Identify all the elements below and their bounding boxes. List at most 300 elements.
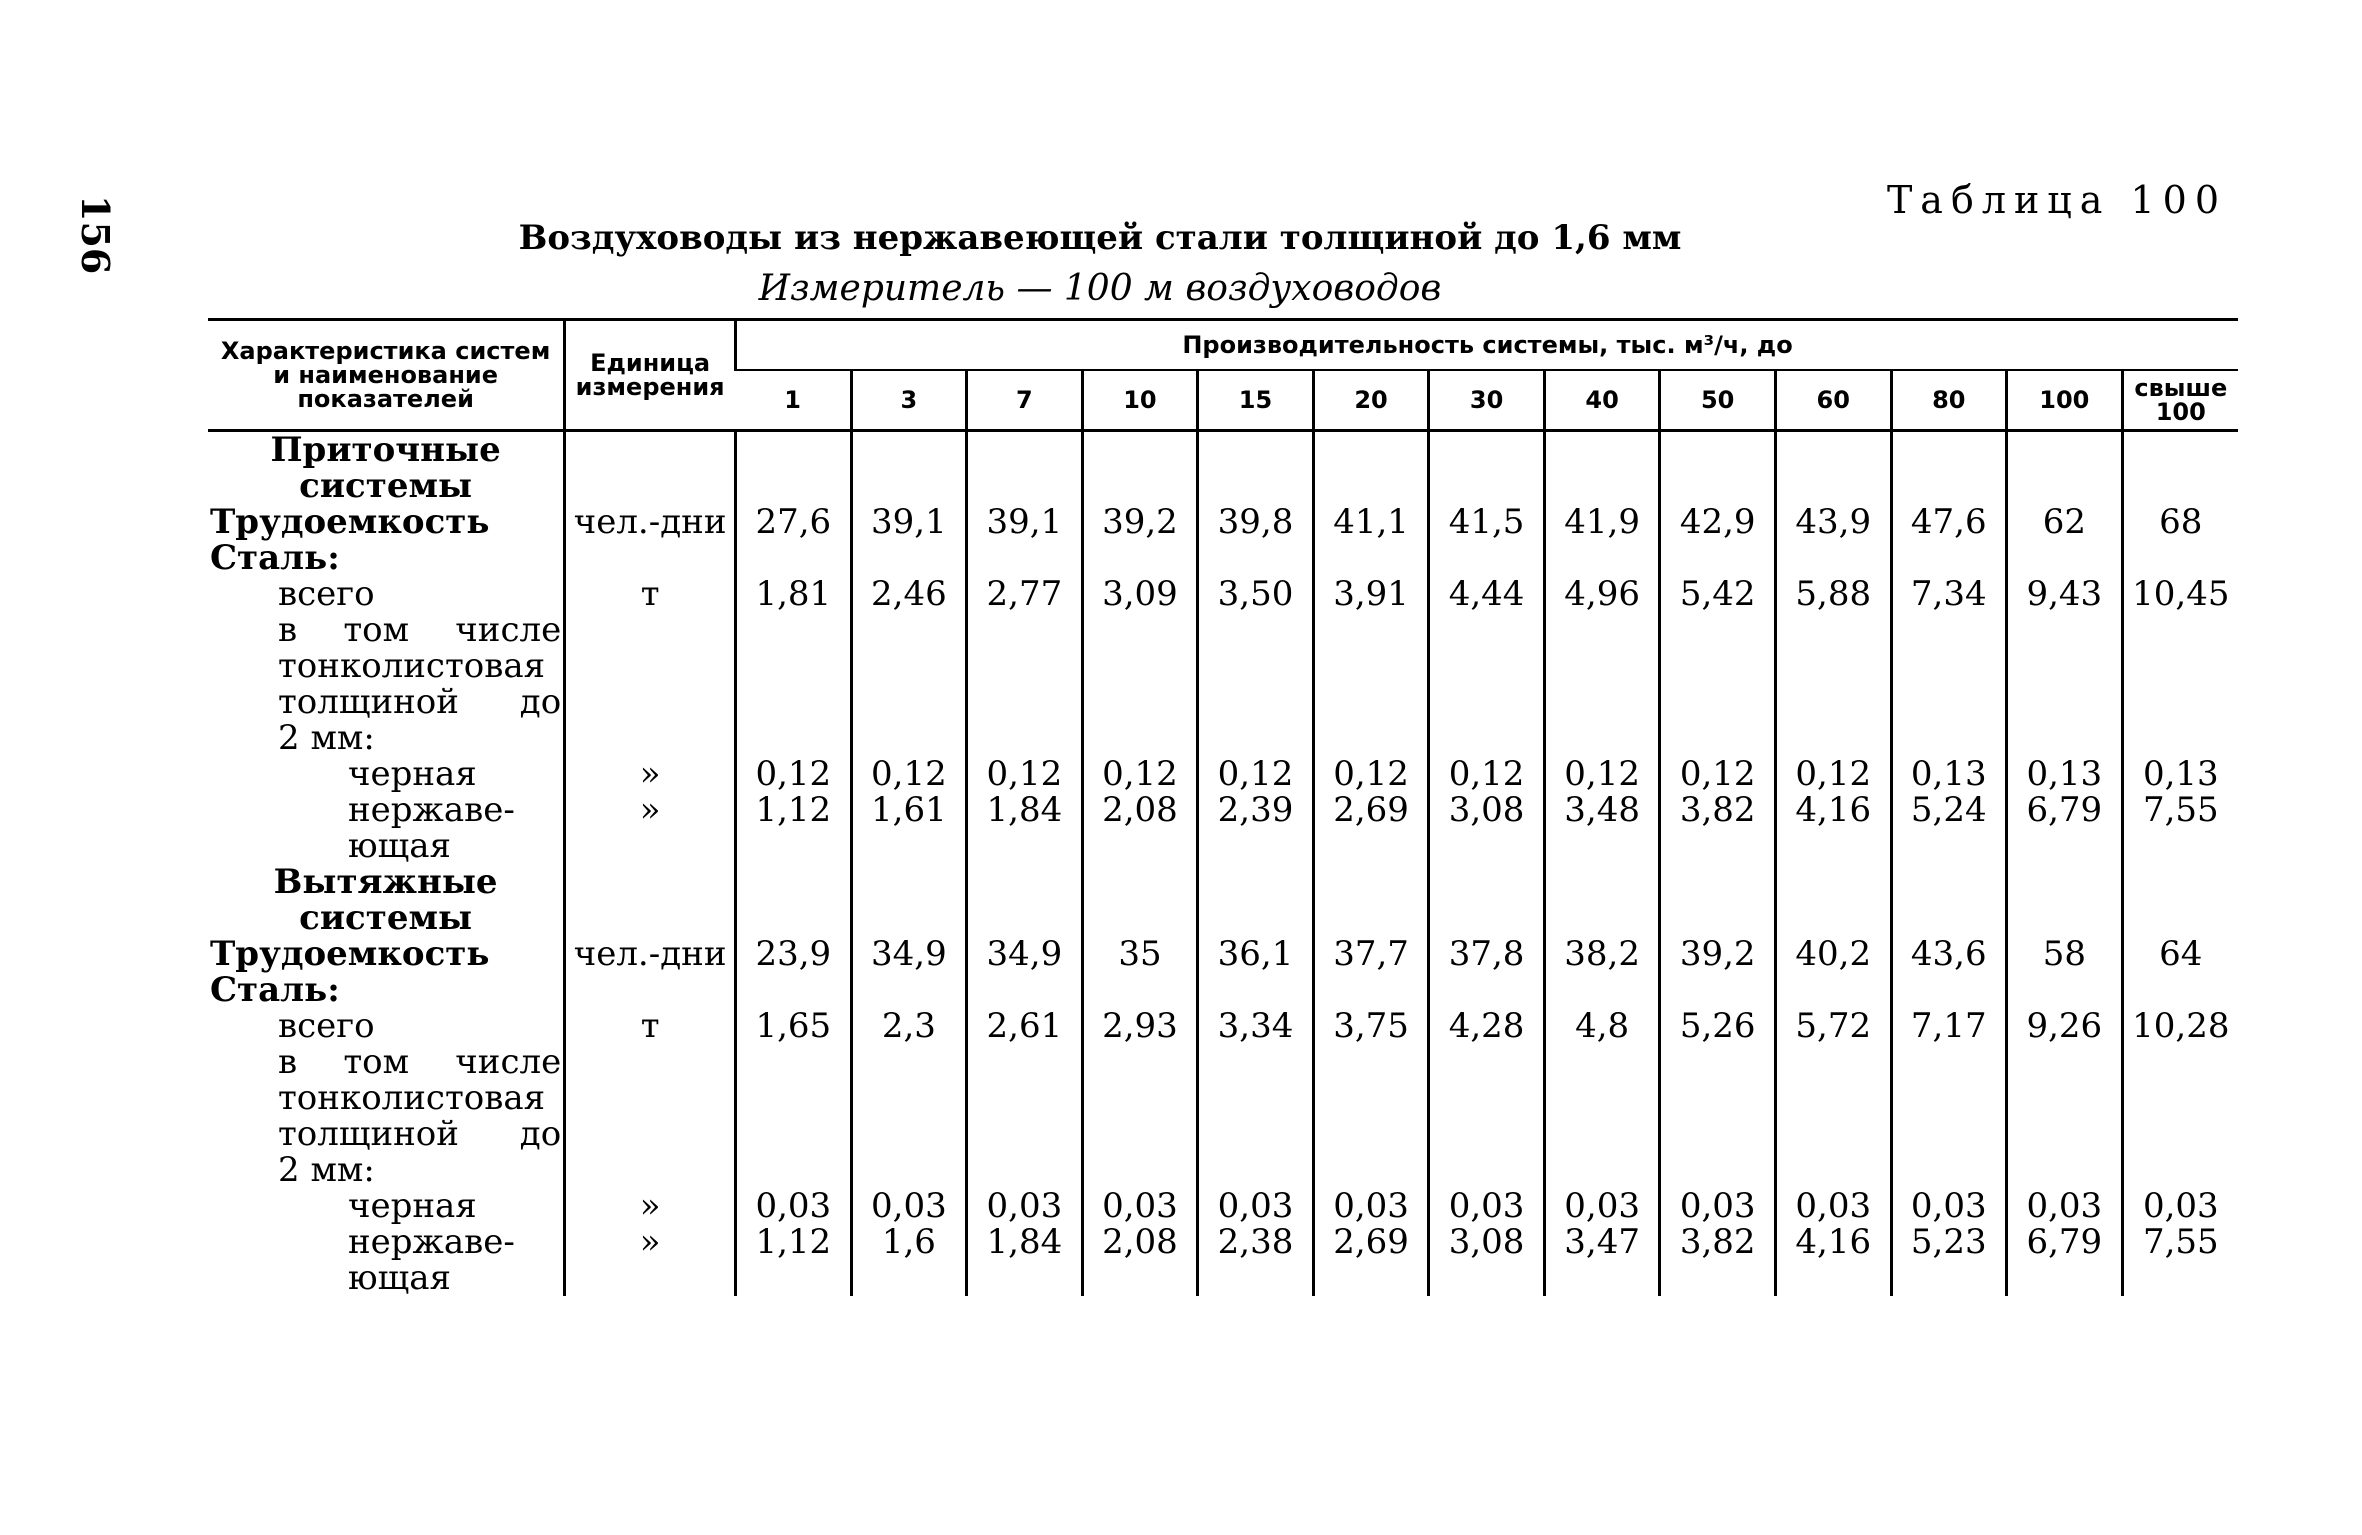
supply-total-row-label: всего	[278, 573, 375, 614]
supply-mm-row-value	[851, 720, 967, 756]
supply-labor-row-value: 47,6	[1891, 504, 2007, 540]
exhaust-labor-row-value: 38,2	[1544, 936, 1660, 972]
supply-steel-row-value	[1082, 540, 1198, 576]
supply-stainless-row	[208, 792, 2238, 828]
supply-stainless-row-value: 5,24	[1891, 792, 2007, 828]
supply-black-row-unit: »	[565, 756, 736, 792]
exhaust-thick-row-value	[1198, 1116, 1314, 1152]
header-col-10: 80	[1891, 370, 2007, 430]
exhaust-total-row-value: 9,26	[2007, 1008, 2123, 1044]
header-col-8: 50	[1660, 370, 1776, 430]
supply-black-row-value: 0,12	[1313, 756, 1429, 792]
supply-heading-value	[1775, 430, 1891, 504]
exhaust-black-row-value: 0,03	[1429, 1188, 1545, 1224]
supply-heading-value	[1313, 430, 1429, 504]
exhaust-stainless-row-value: 2,08	[1082, 1224, 1198, 1260]
exhaust-thick-row-value	[1775, 1116, 1891, 1152]
exhaust-stainless-row-value: 3,82	[1660, 1224, 1776, 1260]
exhaust-labor-row-value: 35	[1082, 936, 1198, 972]
supply-thin-row-value	[1429, 648, 1545, 684]
exhaust-stainless-row-value: 1,84	[967, 1224, 1083, 1260]
supply-total-row-value: 3,50	[1198, 576, 1314, 612]
supply-thick-row-value	[1313, 684, 1429, 720]
exhaust-mm-row	[208, 1152, 2238, 1188]
supply-steel-row-value	[736, 540, 852, 576]
supply-mm-row-value	[1660, 720, 1776, 756]
supply-black-row-value: 0,12	[851, 756, 967, 792]
supply-stainless2-row-value	[851, 828, 967, 864]
supply-labor-row-value: 39,1	[967, 504, 1083, 540]
supply-incl-row-value	[736, 612, 852, 648]
exhaust-thin-row-value	[2007, 1080, 2123, 1116]
exhaust-mm-row-value	[1660, 1152, 1776, 1188]
exhaust-thin-row-value	[1313, 1080, 1429, 1116]
supply-incl-row-value	[1544, 612, 1660, 648]
supply-stainless-row-value: 2,08	[1082, 792, 1198, 828]
supply-mm-row-label: 2 мм:	[278, 717, 375, 758]
exhaust-stainless2-row-value	[736, 1260, 852, 1296]
header-productivity: Производительность системы, тыс. м³/ч, до	[736, 320, 2238, 371]
supply-stainless2-row-value	[2007, 828, 2123, 864]
exhaust-labor-row-value: 43,6	[1891, 936, 2007, 972]
exhaust-black-row-label: черная	[348, 1185, 477, 1226]
supply-stainless-row-value: 6,79	[2007, 792, 2123, 828]
exhaust-incl-row-value	[1660, 1044, 1776, 1080]
header-col-12: свыше 100	[2122, 370, 2238, 430]
exhaust-steel-row-value	[1313, 972, 1429, 1008]
supply-stainless2-row-value	[1775, 828, 1891, 864]
exhaust-mm-row-value	[1313, 1152, 1429, 1188]
supply-thick-row-value	[1775, 684, 1891, 720]
exhaust-black-row-value: 0,03	[1891, 1188, 2007, 1224]
exhaust-labor-row-value: 58	[2007, 936, 2123, 972]
supply-heading-value	[1082, 430, 1198, 504]
supply-mm-row-value	[967, 720, 1083, 756]
exhaust-stainless2-row-value	[967, 1260, 1083, 1296]
supply-black-row-label: черная	[348, 753, 477, 794]
exhaust-total-row-value: 2,3	[851, 1008, 967, 1044]
exhaust-stainless2-row-value	[851, 1260, 967, 1296]
supply-total-row-value: 2,46	[851, 576, 967, 612]
supply-thin-row-value	[736, 648, 852, 684]
page-number: 156	[73, 195, 118, 275]
supply-steel-row-value	[1544, 540, 1660, 576]
exhaust-steel-row-value	[2122, 972, 2238, 1008]
exhaust-steel-row-unit	[565, 972, 736, 1008]
header-col-4: 15	[1198, 370, 1314, 430]
supply-black-row-value: 0,12	[1198, 756, 1314, 792]
supply-thick-row	[208, 684, 2238, 720]
supply-stainless-row-value: 1,84	[967, 792, 1083, 828]
exhaust-black-row-value: 0,03	[2007, 1188, 2123, 1224]
exhaust-stainless-row-unit: »	[565, 1224, 736, 1260]
exhaust-black-row-value: 0,03	[1313, 1188, 1429, 1224]
exhaust-stainless-row-value: 1,6	[851, 1224, 967, 1260]
supply-heading	[208, 430, 2238, 504]
supply-total-row-value: 2,77	[967, 576, 1083, 612]
supply-total-row-value: 5,88	[1775, 576, 1891, 612]
supply-mm-row-value	[1429, 720, 1545, 756]
supply-black-row-value: 0,13	[2122, 756, 2238, 792]
supply-incl-row-value	[967, 612, 1083, 648]
supply-incl-row-value	[1891, 612, 2007, 648]
exhaust-labor-row-label: Трудоемкость	[210, 933, 490, 974]
exhaust-incl-row-value	[967, 1044, 1083, 1080]
supply-thick-row-value	[967, 684, 1083, 720]
exhaust-mm-row-value	[851, 1152, 967, 1188]
supply-stainless2-row-value	[1891, 828, 2007, 864]
supply-steel-row	[208, 540, 2238, 576]
exhaust-stainless2-row-value	[2122, 1260, 2238, 1296]
supply-black-row-value: 0,12	[736, 756, 852, 792]
supply-labor-row-value: 39,2	[1082, 504, 1198, 540]
exhaust-labor-row-value: 37,8	[1429, 936, 1545, 972]
exhaust-thin-row-value	[2122, 1080, 2238, 1116]
header-characteristic: Характеристика систем и наименование показателей	[220, 336, 551, 413]
exhaust-total-row	[208, 1008, 2238, 1044]
exhaust-labor-row-unit: чел.-дни	[565, 936, 736, 972]
exhaust-labor-row-value: 64	[2122, 936, 2238, 972]
supply-incl-row-value	[1198, 612, 1314, 648]
exhaust-stainless-row-value: 7,55	[2122, 1224, 2238, 1260]
exhaust-heading-value	[1313, 864, 1429, 936]
supply-stainless2-row-value	[967, 828, 1083, 864]
supply-thin-row-label: тонколистовая	[278, 645, 546, 686]
supply-steel-row-unit	[565, 540, 736, 576]
exhaust-stainless2-row-label: ющая	[348, 1257, 451, 1298]
exhaust-steel-row	[208, 972, 2238, 1008]
header-col-0: 1	[784, 385, 801, 414]
supply-stainless-row-value: 4,16	[1775, 792, 1891, 828]
table-header	[208, 320, 2238, 431]
supply-labor-row-value: 41,9	[1544, 504, 1660, 540]
supply-steel-row-value	[1660, 540, 1776, 576]
exhaust-mm-row-value	[1544, 1152, 1660, 1188]
supply-labor-row-value: 41,1	[1313, 504, 1429, 540]
supply-thin-row-value	[1544, 648, 1660, 684]
exhaust-thin-row-value	[1775, 1080, 1891, 1116]
supply-thick-row-value	[2007, 684, 2123, 720]
supply-stainless-row-unit: »	[565, 792, 736, 828]
supply-heading-value	[851, 430, 967, 504]
supply-stainless-row-value: 2,39	[1198, 792, 1314, 828]
supply-stainless2-row-value	[1544, 828, 1660, 864]
exhaust-incl-row-value	[1429, 1044, 1545, 1080]
supply-thick-row-value	[2122, 684, 2238, 720]
exhaust-total-row-unit: т	[565, 1008, 736, 1044]
exhaust-stainless2-row-value	[1775, 1260, 1891, 1296]
table-label: Таблица 100	[1886, 178, 2227, 222]
exhaust-thin-row-value	[1891, 1080, 2007, 1116]
exhaust-incl-row-value	[1198, 1044, 1314, 1080]
supply-stainless-row-label: нержаве-	[348, 789, 515, 830]
exhaust-mm-row-value	[1198, 1152, 1314, 1188]
exhaust-mm-row-value	[1775, 1152, 1891, 1188]
supply-steel-row-value	[1313, 540, 1429, 576]
exhaust-thin-row-value	[1198, 1080, 1314, 1116]
exhaust-total-row-label: всего	[278, 1005, 375, 1046]
supply-stainless-row-value: 1,12	[736, 792, 852, 828]
supply-thin-row-value	[1198, 648, 1314, 684]
exhaust-stainless-row-value: 5,23	[1891, 1224, 2007, 1260]
exhaust-heading-value	[2007, 864, 2123, 936]
supply-mm-row-value	[1891, 720, 2007, 756]
exhaust-black-row-value: 0,03	[1660, 1188, 1776, 1224]
supply-black-row	[208, 756, 2238, 792]
supply-stainless-row-value: 3,08	[1429, 792, 1545, 828]
exhaust-thin-row	[208, 1080, 2238, 1116]
supply-steel-row-value	[1429, 540, 1545, 576]
supply-stainless-row-value: 7,55	[2122, 792, 2238, 828]
exhaust-stainless2-row-unit	[565, 1260, 736, 1296]
supply-thin-row-value	[1082, 648, 1198, 684]
exhaust-incl-row-value	[1775, 1044, 1891, 1080]
exhaust-thick-row-value	[1313, 1116, 1429, 1152]
supply-thin-row-value	[1660, 648, 1776, 684]
supply-total-row-value: 7,34	[1891, 576, 2007, 612]
supply-steel-row-value	[1891, 540, 2007, 576]
exhaust-incl-row	[208, 1044, 2238, 1080]
supply-steel-row-value	[1775, 540, 1891, 576]
header-col-2: 7	[967, 370, 1083, 430]
exhaust-thick-row-value	[2007, 1116, 2123, 1152]
exhaust-labor-row-value: 23,9	[736, 936, 852, 972]
supply-total-row-value: 4,96	[1544, 576, 1660, 612]
exhaust-heading-value	[851, 864, 967, 936]
exhaust-incl-row-value	[851, 1044, 967, 1080]
supply-thin-row-value	[851, 648, 967, 684]
exhaust-stainless-row-value: 3,08	[1429, 1224, 1545, 1260]
supply-incl-row-value	[1660, 612, 1776, 648]
exhaust-incl-row-label: в том числе	[278, 1041, 562, 1082]
table-title: Воздуховоды из нержавеющей стали толщиной до 1,6 мм	[518, 218, 1682, 258]
exhaust-incl-row-value	[2007, 1044, 2123, 1080]
exhaust-stainless-row-value: 4,16	[1775, 1224, 1891, 1260]
header-col-11: 100	[2007, 370, 2123, 430]
exhaust-stainless2-row-value	[1198, 1260, 1314, 1296]
supply-heading-label: Приточные системы	[270, 429, 501, 506]
exhaust-labor-row-value: 40,2	[1775, 936, 1891, 972]
supply-heading-value	[1429, 430, 1545, 504]
exhaust-incl-row-value	[736, 1044, 852, 1080]
exhaust-heading-unit	[565, 864, 736, 936]
supply-heading-value	[2122, 430, 2238, 504]
exhaust-steel-row-value	[851, 972, 967, 1008]
supply-mm-row-value	[1082, 720, 1198, 756]
supply-labor-row-value: 39,1	[851, 504, 967, 540]
exhaust-black-row-value: 0,03	[851, 1188, 967, 1224]
exhaust-thick-row-value	[1082, 1116, 1198, 1152]
supply-steel-row-value	[2007, 540, 2123, 576]
supply-black-row-value: 0,12	[1082, 756, 1198, 792]
exhaust-mm-row-value	[1429, 1152, 1545, 1188]
supply-total-row-value: 10,45	[2122, 576, 2238, 612]
supply-labor-row-value: 41,5	[1429, 504, 1545, 540]
supply-black-row-value: 0,12	[967, 756, 1083, 792]
supply-stainless-row-value: 1,61	[851, 792, 967, 828]
supply-thin-row-value	[1891, 648, 2007, 684]
exhaust-thick-row-value	[736, 1116, 852, 1152]
exhaust-total-row-value: 5,72	[1775, 1008, 1891, 1044]
supply-heading-value	[736, 430, 852, 504]
exhaust-stainless2-row-value	[1544, 1260, 1660, 1296]
supply-incl-row-value	[1429, 612, 1545, 648]
supply-black-row-value: 0,13	[2007, 756, 2123, 792]
header-unit: Единица измерения	[565, 320, 736, 431]
exhaust-heading-value	[1891, 864, 2007, 936]
supply-heading-value	[2007, 430, 2123, 504]
supply-thick-row-value	[1198, 684, 1314, 720]
supply-mm-row-value	[1775, 720, 1891, 756]
exhaust-mm-row-value	[967, 1152, 1083, 1188]
exhaust-total-row-value: 10,28	[2122, 1008, 2238, 1044]
exhaust-stainless2-row-value	[1082, 1260, 1198, 1296]
supply-total-row-unit: т	[565, 576, 736, 612]
supply-black-row-value: 0,12	[1775, 756, 1891, 792]
supply-mm-row-value	[1198, 720, 1314, 756]
header-col-9: 60	[1775, 370, 1891, 430]
supply-thin-row-value	[1775, 648, 1891, 684]
supply-mm-row-value	[1544, 720, 1660, 756]
exhaust-total-row-value: 3,75	[1313, 1008, 1429, 1044]
exhaust-thick-row-value	[1429, 1116, 1545, 1152]
exhaust-labor-row-value: 34,9	[851, 936, 967, 972]
exhaust-thick-row-value	[851, 1116, 967, 1152]
exhaust-stainless-row-value: 2,69	[1313, 1224, 1429, 1260]
exhaust-labor-row-value: 37,7	[1313, 936, 1429, 972]
exhaust-stainless-row-value: 1,12	[736, 1224, 852, 1260]
supply-thick-row-value	[1082, 684, 1198, 720]
supply-thick-row-value	[1429, 684, 1545, 720]
exhaust-thin-row-value	[736, 1080, 852, 1116]
exhaust-stainless2-row-value	[1429, 1260, 1545, 1296]
exhaust-heading-value	[1544, 864, 1660, 936]
supply-thick-row-value	[1891, 684, 2007, 720]
exhaust-stainless-row-value: 6,79	[2007, 1224, 2123, 1260]
supply-incl-row-value	[2007, 612, 2123, 648]
exhaust-thin-row-value	[1082, 1080, 1198, 1116]
exhaust-labor-row	[208, 936, 2238, 972]
supply-mm-row-value	[2122, 720, 2238, 756]
exhaust-black-row-value: 0,03	[1775, 1188, 1891, 1224]
exhaust-heading-value	[1198, 864, 1314, 936]
exhaust-incl-row-unit	[565, 1044, 736, 1080]
supply-steel-row-label: Сталь:	[210, 537, 340, 578]
table-body	[208, 430, 2238, 1296]
supply-stainless2-row-value	[1082, 828, 1198, 864]
supply-stainless2-row-label: ющая	[348, 825, 451, 866]
supply-labor-row-value: 42,9	[1660, 504, 1776, 540]
supply-stainless-row-value: 3,48	[1544, 792, 1660, 828]
exhaust-stainless-row-value: 2,38	[1198, 1224, 1314, 1260]
supply-labor-row-value: 62	[2007, 504, 2123, 540]
supply-incl-row-value	[1775, 612, 1891, 648]
exhaust-heading	[208, 864, 2238, 936]
exhaust-labor-row-value: 34,9	[967, 936, 1083, 972]
exhaust-black-row	[208, 1188, 2238, 1224]
supply-incl-row-value	[2122, 612, 2238, 648]
exhaust-thick-row	[208, 1116, 2238, 1152]
table-subtitle: Измеритель — 100 м воздуховодов	[758, 268, 1442, 309]
supply-total-row-value: 5,42	[1660, 576, 1776, 612]
supply-labor-row-label: Трудоемкость	[210, 501, 490, 542]
supply-total-row-value: 3,91	[1313, 576, 1429, 612]
exhaust-black-row-value: 0,03	[1082, 1188, 1198, 1224]
exhaust-heading-value	[1660, 864, 1776, 936]
exhaust-stainless2-row-value	[1313, 1260, 1429, 1296]
supply-stainless2-row	[208, 828, 2238, 864]
header-col-7: 40	[1544, 370, 1660, 430]
exhaust-black-row-value: 0,03	[1544, 1188, 1660, 1224]
exhaust-thin-row-value	[851, 1080, 967, 1116]
supply-black-row-value: 0,12	[1660, 756, 1776, 792]
exhaust-stainless-row-label: нержаве-	[348, 1221, 515, 1262]
supply-heading-value	[1198, 430, 1314, 504]
exhaust-incl-row-value	[1544, 1044, 1660, 1080]
exhaust-mm-row-label: 2 мм:	[278, 1149, 375, 1190]
exhaust-steel-row-value	[1198, 972, 1314, 1008]
exhaust-mm-row-value	[2122, 1152, 2238, 1188]
exhaust-total-row-value: 2,93	[1082, 1008, 1198, 1044]
exhaust-stainless-row	[208, 1224, 2238, 1260]
supply-mm-row-unit	[565, 720, 736, 756]
exhaust-stainless2-row-value	[2007, 1260, 2123, 1296]
supply-thick-row-value	[736, 684, 852, 720]
exhaust-thick-row-value	[1891, 1116, 2007, 1152]
exhaust-incl-row-value	[2122, 1044, 2238, 1080]
header-col-5: 20	[1313, 370, 1429, 430]
supply-heading-value	[1891, 430, 2007, 504]
exhaust-stainless2-row-value	[1660, 1260, 1776, 1296]
exhaust-mm-row-value	[736, 1152, 852, 1188]
exhaust-thin-row-value	[1429, 1080, 1545, 1116]
supply-heading-value	[967, 430, 1083, 504]
exhaust-steel-row-value	[1429, 972, 1545, 1008]
supply-thick-row-label: толщиной до	[278, 681, 562, 722]
exhaust-incl-row-value	[1082, 1044, 1198, 1080]
supply-thin-row-unit	[565, 648, 736, 684]
supply-labor-row-value: 39,8	[1198, 504, 1314, 540]
supply-thick-row-value	[1660, 684, 1776, 720]
exhaust-heading-value	[967, 864, 1083, 936]
supply-steel-row-value	[2122, 540, 2238, 576]
exhaust-steel-row-value	[1660, 972, 1776, 1008]
supply-stainless-row-value: 2,69	[1313, 792, 1429, 828]
exhaust-total-row-value: 4,8	[1544, 1008, 1660, 1044]
data-table	[208, 318, 2238, 1296]
supply-incl-row-label: в том числе	[278, 609, 562, 650]
exhaust-stainless2-row-value	[1891, 1260, 2007, 1296]
exhaust-thick-row-value	[1544, 1116, 1660, 1152]
supply-total-row	[208, 576, 2238, 612]
supply-labor-row	[208, 504, 2238, 540]
supply-black-row-value: 0,12	[1429, 756, 1545, 792]
exhaust-mm-row-value	[1891, 1152, 2007, 1188]
supply-heading-unit	[565, 430, 736, 504]
supply-incl-row-unit	[565, 612, 736, 648]
exhaust-thick-row-unit	[565, 1116, 736, 1152]
supply-mm-row-value	[2007, 720, 2123, 756]
exhaust-total-row-value: 4,28	[1429, 1008, 1545, 1044]
exhaust-thin-row-value	[967, 1080, 1083, 1116]
supply-total-row-value: 3,09	[1082, 576, 1198, 612]
supply-thick-row-value	[1544, 684, 1660, 720]
exhaust-incl-row-value	[1313, 1044, 1429, 1080]
exhaust-steel-row-value	[2007, 972, 2123, 1008]
exhaust-incl-row-value	[1891, 1044, 2007, 1080]
supply-thin-row	[208, 648, 2238, 684]
exhaust-black-row-value: 0,03	[1198, 1188, 1314, 1224]
